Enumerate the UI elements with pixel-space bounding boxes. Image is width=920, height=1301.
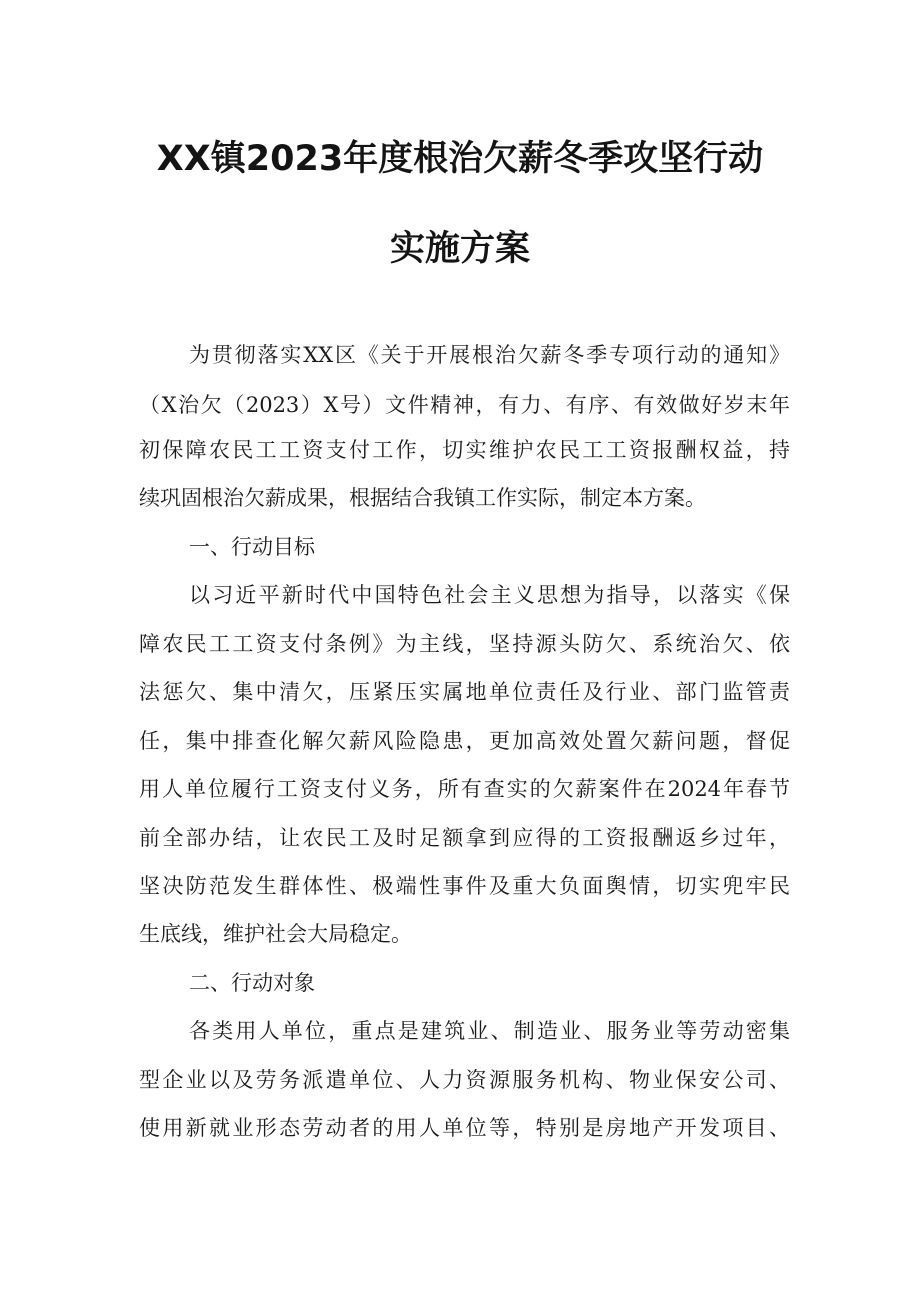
text-line: 型企业以及劳务派遣单位、人力资源服务机构、物业保安公司、 (139, 1068, 790, 1092)
text-line: 各类用人单位，重点是建筑业、制造业、服务业等劳动密集 (189, 1019, 790, 1043)
document-title-line-1: XX镇2023年度根治欠薪冬季攻坚行动 (156, 139, 764, 179)
section-heading: 二、行动对象 (189, 971, 315, 995)
text-line: 为贯彻落实XX区《关于开展根治欠薪冬季专项行动的通知》 (189, 343, 790, 367)
text-line: 障农民工工资支付条例》为主线，坚持源头防欠、系统治欠、依 (139, 632, 790, 656)
text-line: （X治欠（2023）X号）文件精神，有力、有序、有效做好岁末年 (139, 393, 790, 417)
text-line: 前全部办结，让农民工及时足额拿到应得的工资报酬返乡过年， (139, 826, 790, 850)
text-line: 用人单位履行工资支付义务，所有查实的欠薪案件在2024年春节 (139, 777, 790, 801)
text-line: 续巩固根治欠薪成果，根据结合我镇工作实际，制定本方案。 (139, 486, 706, 510)
text-line: 以习近平新时代中国特色社会主义思想为指导，以落实《保 (189, 583, 790, 607)
text-line: 初保障农民工工资支付工作，切实维护农民工工资报酬权益，持 (139, 438, 790, 462)
section-heading: 一、行动目标 (189, 535, 315, 559)
text-line: 坚决防范发生群体性、极端性事件及重大负面舆情，切实兜牢民 (139, 874, 790, 898)
text-line: 生底线，维护社会大局稳定。 (139, 922, 412, 946)
text-line: 任，集中排查化解欠薪风险隐患，更加高效处置欠薪问题，督促 (139, 729, 790, 753)
text-line: 使用新就业形态劳动者的用人单位等，特别是房地产开发项目、 (139, 1116, 790, 1140)
document-title-line-2: 实施方案 (389, 229, 530, 269)
text-line: 法惩欠、集中清欠，压紧压实属地单位责任及行业、部门监管责 (139, 680, 790, 704)
